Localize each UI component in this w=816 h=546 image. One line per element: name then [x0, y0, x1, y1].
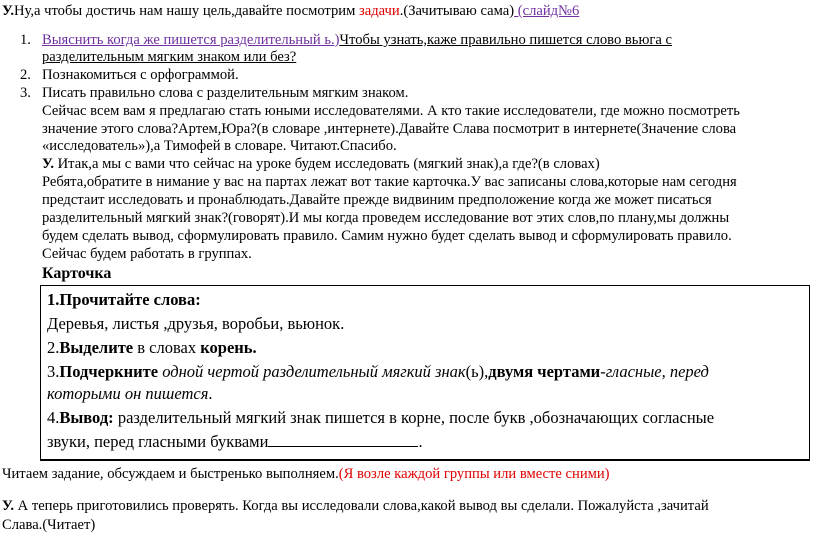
card-italic: -гласные, перед [600, 362, 709, 381]
footer-line-2 [2, 497, 709, 515]
card-line-5 [47, 383, 213, 405]
footer-text: А теперь приготовились проверять. Когда вы исследовали слова,какой вывод вы сделали. Пожалуйста ,зачитай [13, 498, 709, 514]
card-line-4 [47, 361, 709, 383]
speaker-label: У. [2, 3, 14, 19]
list-item-3: Писать правильно слова с разделительным мягким знаком. [42, 85, 409, 101]
list-item-1 [42, 31, 672, 49]
list-number-2: 2. [20, 67, 31, 83]
task-card [40, 285, 810, 461]
card-text: звуки, перед гласными буквами [47, 432, 269, 451]
footer-line-1 [2, 465, 610, 483]
para-line-3: «исследователь»),а Тимофей в словаре. Читают.Спасибо. [42, 138, 397, 154]
para-line-9: Сейчас будем работать в группах. [42, 246, 252, 262]
card-line-1: 1.Прочитайте слова: [47, 290, 201, 309]
card-bold: Подчеркните [59, 362, 159, 381]
card-italic: одной чертой разделительный мягкий знак [158, 362, 466, 381]
card-line-2: Деревья, листья ,друзья, воробьи, вьюнок. [47, 314, 345, 333]
speaker-label: У. [2, 498, 14, 514]
para-line-7: разделительный мягкий знак?(говорят).И мы когда проведем исследование вот этих слов,по плану,мы должны [42, 210, 730, 226]
card-line-7 [47, 431, 423, 453]
card-italic: которыми он пишется [47, 384, 209, 403]
tasks-word: задачи [358, 3, 400, 19]
card-text: . [208, 384, 213, 403]
card-line-6 [47, 407, 714, 429]
speaker-label: У. [42, 156, 54, 172]
para-line-6: предстаит исследовать и пронаблюдать.Давайте прежде видвиним предположение когда же может писаться [42, 192, 712, 208]
intro-text: Ну,а чтобы достичь нам нашу цель,давайте посмотрим [13, 3, 359, 19]
para-line-1: Сейчас всем вам я предлагаю стать юными исследователями. А кто такие исследователи, где можно посмотреть [42, 103, 740, 119]
card-text: . [418, 432, 423, 451]
card-text: (ь), [465, 362, 489, 381]
list-item-2: Познакомиться с орфограммой. [42, 67, 239, 83]
intro-text-2: .(Зачитываю сама) [399, 3, 515, 19]
card-text: в словах [133, 338, 201, 357]
card-num: 2. [47, 338, 60, 357]
para-line-8: будем сделать вывод, сформулировать правило. Самим нужно будет сделать вывод и сформулировать правило. [42, 228, 732, 244]
card-bold: Выделите [59, 338, 134, 357]
para-line-4 [42, 155, 600, 173]
slide-link[interactable]: (слайд№6 [514, 3, 580, 19]
footer-line-3: Слава.(Читает) [2, 517, 96, 533]
list-item-1-link[interactable]: Выяснить когда же пишется разделительный ь.) [42, 32, 340, 48]
intro-line [2, 2, 579, 20]
list-item-1-cont [42, 48, 296, 66]
para-line-5: Ребята,обратите в нимание у вас на партах лежат вот такие карточка.У вас записаны слова,которые нам сегодня [42, 174, 737, 190]
para-line-4-text: Итак,а мы с вами что сейчас на уроке будем исследовать (мягкий знак),а где?(в словах) [53, 156, 600, 172]
card-text: разделительный мягкий знак пишется в корне, после букв ,обозначающих согласные [113, 408, 715, 427]
footer-text: Читаем задание, обсуждаем и быстренько выполняем. [2, 466, 339, 482]
para-line-2: значение этого слова?Артем,Юра?(в словаре ,интернете).Давайте Слава посмотрит в интернете(Значение слова [42, 121, 737, 137]
answer-blank[interactable] [268, 432, 418, 447]
card-num: 3. [47, 362, 60, 381]
card-bold: корень. [200, 338, 257, 357]
card-title: Карточка [42, 265, 112, 282]
card-line-3 [47, 337, 257, 359]
footer-note: (Я возле каждой группы или вместе сними) [338, 466, 610, 482]
card-num: 4. [47, 408, 60, 427]
card-bold: Вывод: [59, 408, 114, 427]
list-number-3: 3. [20, 85, 31, 101]
list-item-1-text: Чтобы узнать,каже правильно пишется слово вьюга с [339, 32, 672, 48]
list-item-1-text-cont: разделительным мягким знаком или без? [42, 49, 297, 65]
list-number-1: 1. [20, 32, 31, 48]
card-bold: двумя чертами [488, 362, 601, 381]
